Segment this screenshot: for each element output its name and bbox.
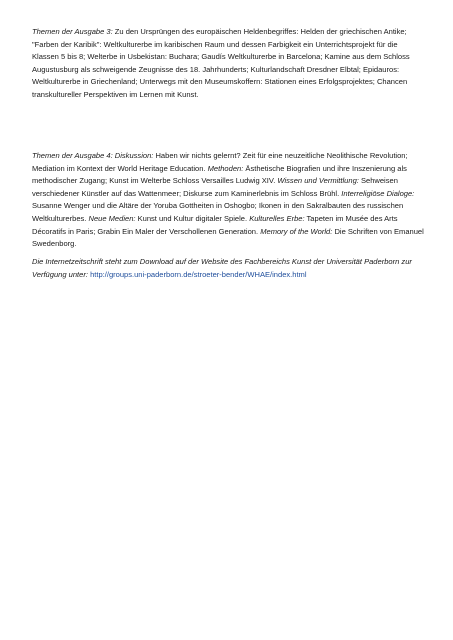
download-note-paragraph: [32, 256, 424, 281]
memory-label: Memory of the World:: [260, 226, 333, 236]
issue-4-text-2: Ästhetische Biografien und ihre Inszenierung als methodischer Zugang; Kunst im Welterbe Schloss Versailles Ludwig XIV.: [32, 163, 407, 186]
issue-3-text: Zu den Ursprüngen des europäischen Heldenbegriffes: Helden der griechischen Antike; "Farben der Karibik": Weltkulturerbe im karibischen Raum und dessen Farbigkeit ein Unterrichtsprojekt für die Klassen 5 bis 8; Welterbe in Usbekistan: Buchara; Gaudís Weltkulturerbe in Barcelona; Kamine aus dem Schloss Augustusburg als schweigende Zeugnisse des 18. Jahrhunderts; Kulturlandschaft Dresdner Elbtal; Epidauros: Weltkulturerbe in Griechenland; Unterwegs mit den Museumskoffern: Stationen eines Erfolgsprojektes; Chancen transkultureller Perspektiven im Lernen mit Kunst.: [32, 27, 410, 99]
issue-4-label: Themen der Ausgabe 4: Diskussion:: [32, 151, 154, 160]
issue-4-text-5: Kunst und Kultur digitaler Spiele.: [135, 213, 248, 223]
issue-4-text-6: Tapeten im Musée des Arts Décoratifs in Paris; Grabin Ein Maler der Verschollenen Generation.: [32, 213, 398, 236]
issue-4-text-3: Sehweisen verschiedener Künstler auf das Wattenmeer; Diskurse zum Kaminerlebnis im Schloss Brühl.: [32, 176, 398, 198]
wissen-label: Wissen und Vermittlung:: [277, 176, 359, 186]
erbe-label: Kulturelles Erbe:: [249, 213, 305, 223]
methoden-label: Methoden:: [207, 163, 244, 173]
issue-4-text-4: Susanne Wenger und die Altäre der Yoruba Gottheiten in Oshogbo; Ikonen in den Sakralbauten des russischen Weltkulturerbes.: [32, 201, 404, 223]
medien-label: Neue Medien:: [88, 213, 136, 223]
issue-4-text-7: Die Schriften von Emanuel Swedenborg.: [32, 226, 424, 249]
download-link[interactable]: http://groups.uni-paderborn.de/stroeter-bender/WHAE/index.html: [90, 269, 307, 279]
interreligioese-label: Interreligiöse Dialoge:: [341, 188, 415, 198]
issue-4-text-1: Haben wir nichts gelernt? Zeit für eine neuzeitliche Neolithische Revolution; Mediation im Kontext der World Heritage Education.: [32, 151, 408, 173]
issue-3-label: Themen der Ausgabe 3:: [32, 27, 113, 36]
issue-3-topics-paragraph: [32, 26, 424, 102]
download-note-text: Die Internetzeitschrift steht zum Download auf der Website des Fachbereichs Kunst der Universität Paderborn zur Verfügung unter:: [32, 257, 412, 279]
issue-4-topics-paragraph: [32, 150, 424, 251]
